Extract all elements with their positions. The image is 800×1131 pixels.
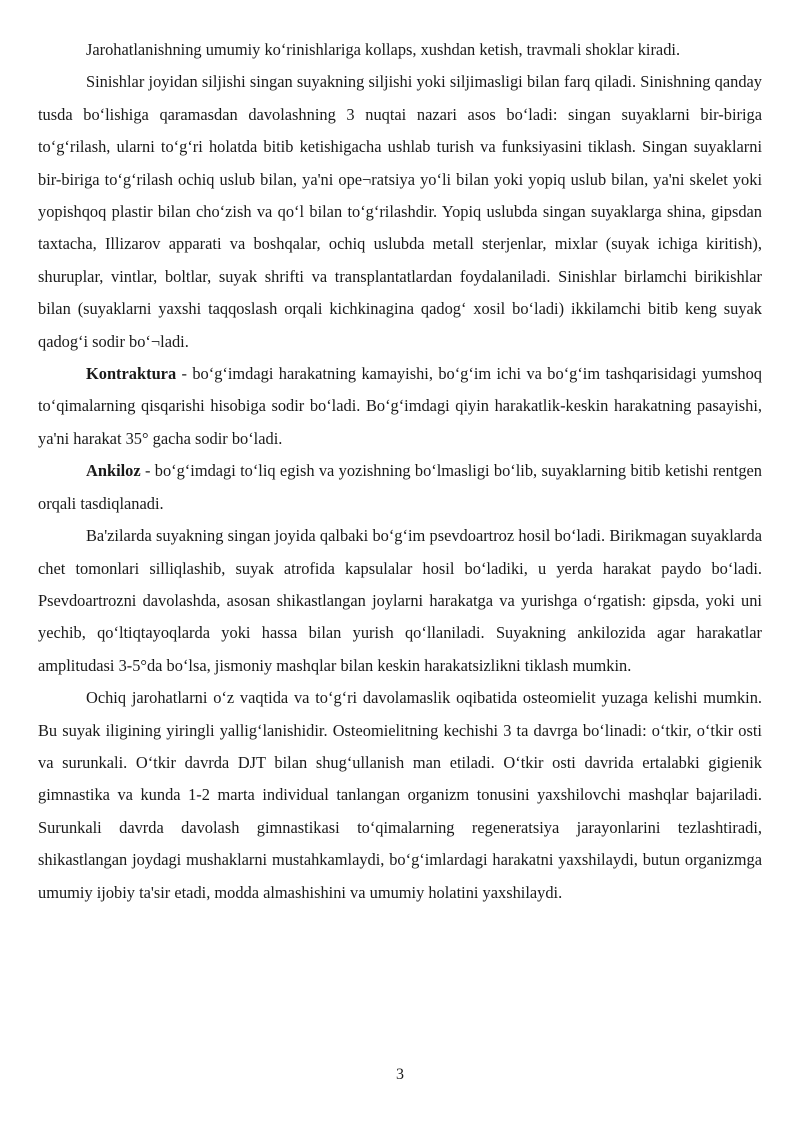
- paragraph-text: Ba'zilarda suyakning singan joyida qalbaki bo‘g‘im psevdoartroz hosil bo‘ladi. Birikmagan suyaklarda chet tomonlari silliqlashib, suyak atrofida kapsulalar hosil bo‘ladiki, u yerda harakat paydo bo‘ladi. Psevdoartrozni davolashda, asosan shikastlangan joylarni harakatga va yurishga o‘rgatish: gipsda, yoki uni yechib, qo‘ltiqtayoqlarda yoki hassa bilan yurish qo‘llaniladi. Suyakning ankilozida agar harakatlar amplitudasi 3-5°da bo‘lsa, jismoniy mashqlar bilan keskin harakatsizlikni tiklash mumkin.: [38, 526, 762, 675]
- paragraph-trauma-signs: [38, 34, 762, 66]
- term-ankylosis: Ankiloz: [86, 461, 141, 481]
- paragraph-text: - bo‘g‘imdagi harakatning kamayishi, bo‘g‘im ichi va bo‘g‘im tashqarisidagi yumshoq to‘qimalarning qisqarishi hisobiga sodir bo‘ladi. Bo‘g‘imdagi qiyin harakatlik-keskin harakatning pasayishi, ya'ni harakat 35° gacha sodir bo‘ladi.: [38, 364, 762, 448]
- paragraph-ankylosis: [38, 455, 762, 520]
- paragraph-text: Jarohatlanishning umumiy ko‘rinishlariga kollaps, xushdan ketish, travmali shoklar kiradi.: [86, 40, 681, 59]
- term-contracture: Kontraktura: [86, 364, 177, 384]
- page-number: 3: [396, 1066, 404, 1083]
- paragraph-contracture: [38, 358, 762, 455]
- paragraph-fractures: [38, 66, 762, 358]
- paragraph-text: - bo‘g‘imdagi to‘liq egish va yozishning bo‘lmasligi bo‘lib, suyaklarning bitib ketishi rentgen orqali tasdiqlanadi.: [38, 461, 762, 513]
- paragraph-osteomyelitis: [38, 682, 762, 909]
- document-body: [38, 34, 762, 909]
- paragraph-text: Sinishlar joyidan siljishi singan suyakning siljishi yoki siljimasligi bilan farq qiladi. Sinishning qanday tusda bo‘lishiga qaramasdan davolashning 3 nuqtai nazari asos bo‘ladi: singan suyaklarni bir-biriga to‘g‘rilash, ularni to‘g‘ri holatda bitib ketishigacha ushlab turish va funksiyasini tiklash. Singan suyaklarni bir-biriga to‘g‘rilash ochiq uslub bilan, ya'ni ope¬ratsiya yo‘li bilan yoki yopiq uslub bilan, ya'ni skelet yoki yopishqoq plastir bilan cho‘zish va qo‘l bilan to‘g‘rilashdir. Yopiq uslubda singan suyaklarga shina, gipsdan taxtacha, Illizarov apparati va boshqalar, ochiq uslubda metall sterjenlar, mixlar (suyak ichiga kiritish), shuruplar, vintlar, boltlar, suyak shrifti va transplantatlardan foydalaniladi. Sinishlar birlamchi birikishlar bilan (suyaklarni yaxshi taqqoslash orqali kichkinagina qadog‘ xosil bo‘ladi) ikkilamchi bitib keng suyak qadog‘i sodir bo‘¬ladi.: [38, 72, 762, 351]
- paragraph-text: Ochiq jarohatlarni o‘z vaqtida va to‘g‘ri davolamaslik oqibatida osteomielit yuzaga kelishi mumkin. Bu suyak iligining yiringli yallig‘lanishidir. Osteomielitning kechishi 3 ta davrga bo‘linadi: o‘tkir, o‘tkir osti va surunkali. O‘tkir davrda DJT bilan shug‘ullanish man etiladi. O‘tkir osti davrida ertalabki gigienik gimnastika va kunda 1-2 marta individual tanlangan organizm tonusini yaxshilovchi mashqlar bajariladi. Surunkali davrda davolash gimnastikasi to‘qimalarning regeneratsiya jarayonlarini tezlashtiradi, shikastlangan joydagi mushaklarni mustahkamlaydi, bo‘g‘imlardagi harakatni yaxshilaydi, butun organizmga umumiy ijobiy ta'sir etadi, modda almashishini va umumiy holatini yaxshilaydi.: [38, 688, 762, 902]
- paragraph-pseudoarthrosis: [38, 520, 762, 682]
